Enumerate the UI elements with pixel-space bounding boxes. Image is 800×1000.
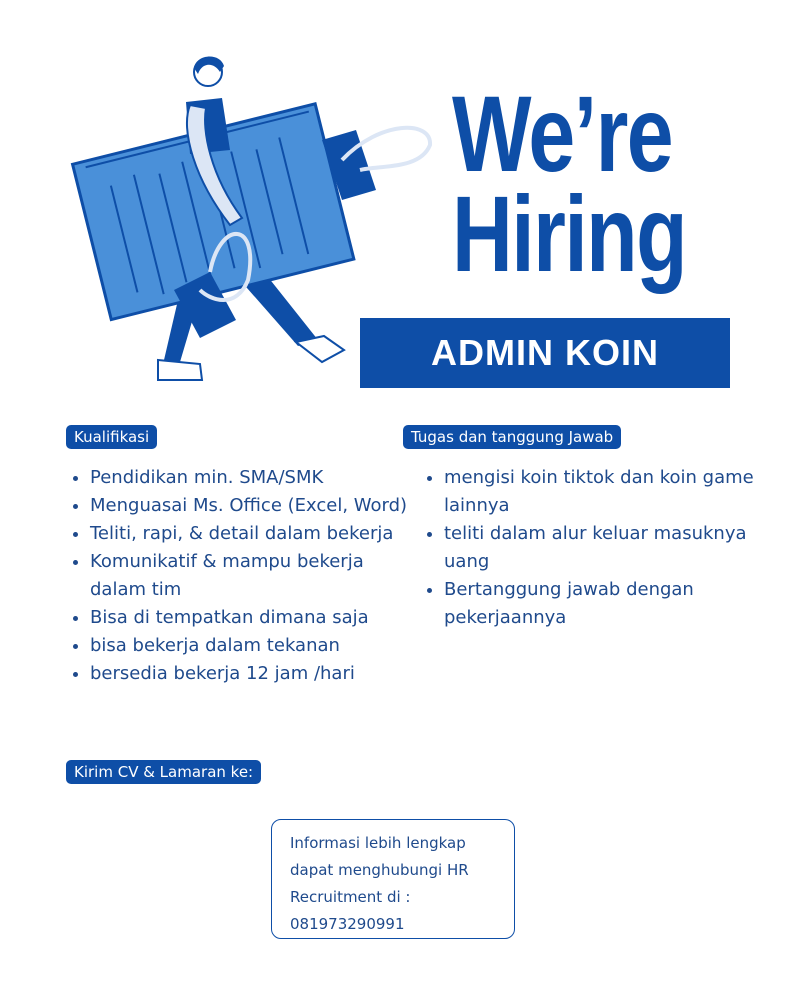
contact-text: Informasi lebih lengkap dapat menghubungi HR Recruitment di : — [290, 834, 469, 906]
list-item: • bersedia bekerja 12 jam /hari — [90, 660, 425, 688]
kirim-label: Kirim CV & Lamaran ke: — [66, 760, 261, 784]
headline-line-1: We’re — [452, 73, 673, 194]
role-banner: ADMIN KOIN — [360, 318, 730, 388]
list-item: • Menguasai Ms. Office (Excel, Word) — [90, 492, 425, 520]
kualifikasi-label: Kualifikasi — [66, 425, 157, 449]
list-item: • Komunikatif & mampu bekerja dalam tim — [90, 548, 425, 604]
list-item: • bisa bekerja dalam tekanan — [90, 632, 425, 660]
tugas-label: Tugas dan tanggung Jawab — [403, 425, 621, 449]
list-item: • teliti dalam alur keluar masuknya uang — [444, 520, 784, 576]
list-item: • Bertanggung jawab dengan pekerjaannya — [444, 576, 784, 632]
kualifikasi-list — [66, 464, 425, 688]
headline — [452, 73, 686, 294]
contact-box — [271, 819, 515, 939]
list-item: • mengisi koin tiktok dan koin game lainnya — [444, 464, 784, 520]
list-item: • Teliti, rapi, & detail dalam bekerja — [90, 520, 425, 548]
contact-phone: 081973290991 — [290, 915, 405, 933]
tugas-list — [420, 464, 784, 632]
list-item: • Pendidikan min. SMA/SMK — [90, 464, 425, 492]
headline-line-2: Hiring — [452, 173, 686, 294]
list-item: • Bisa di tempatkan dimana saja — [90, 604, 425, 632]
